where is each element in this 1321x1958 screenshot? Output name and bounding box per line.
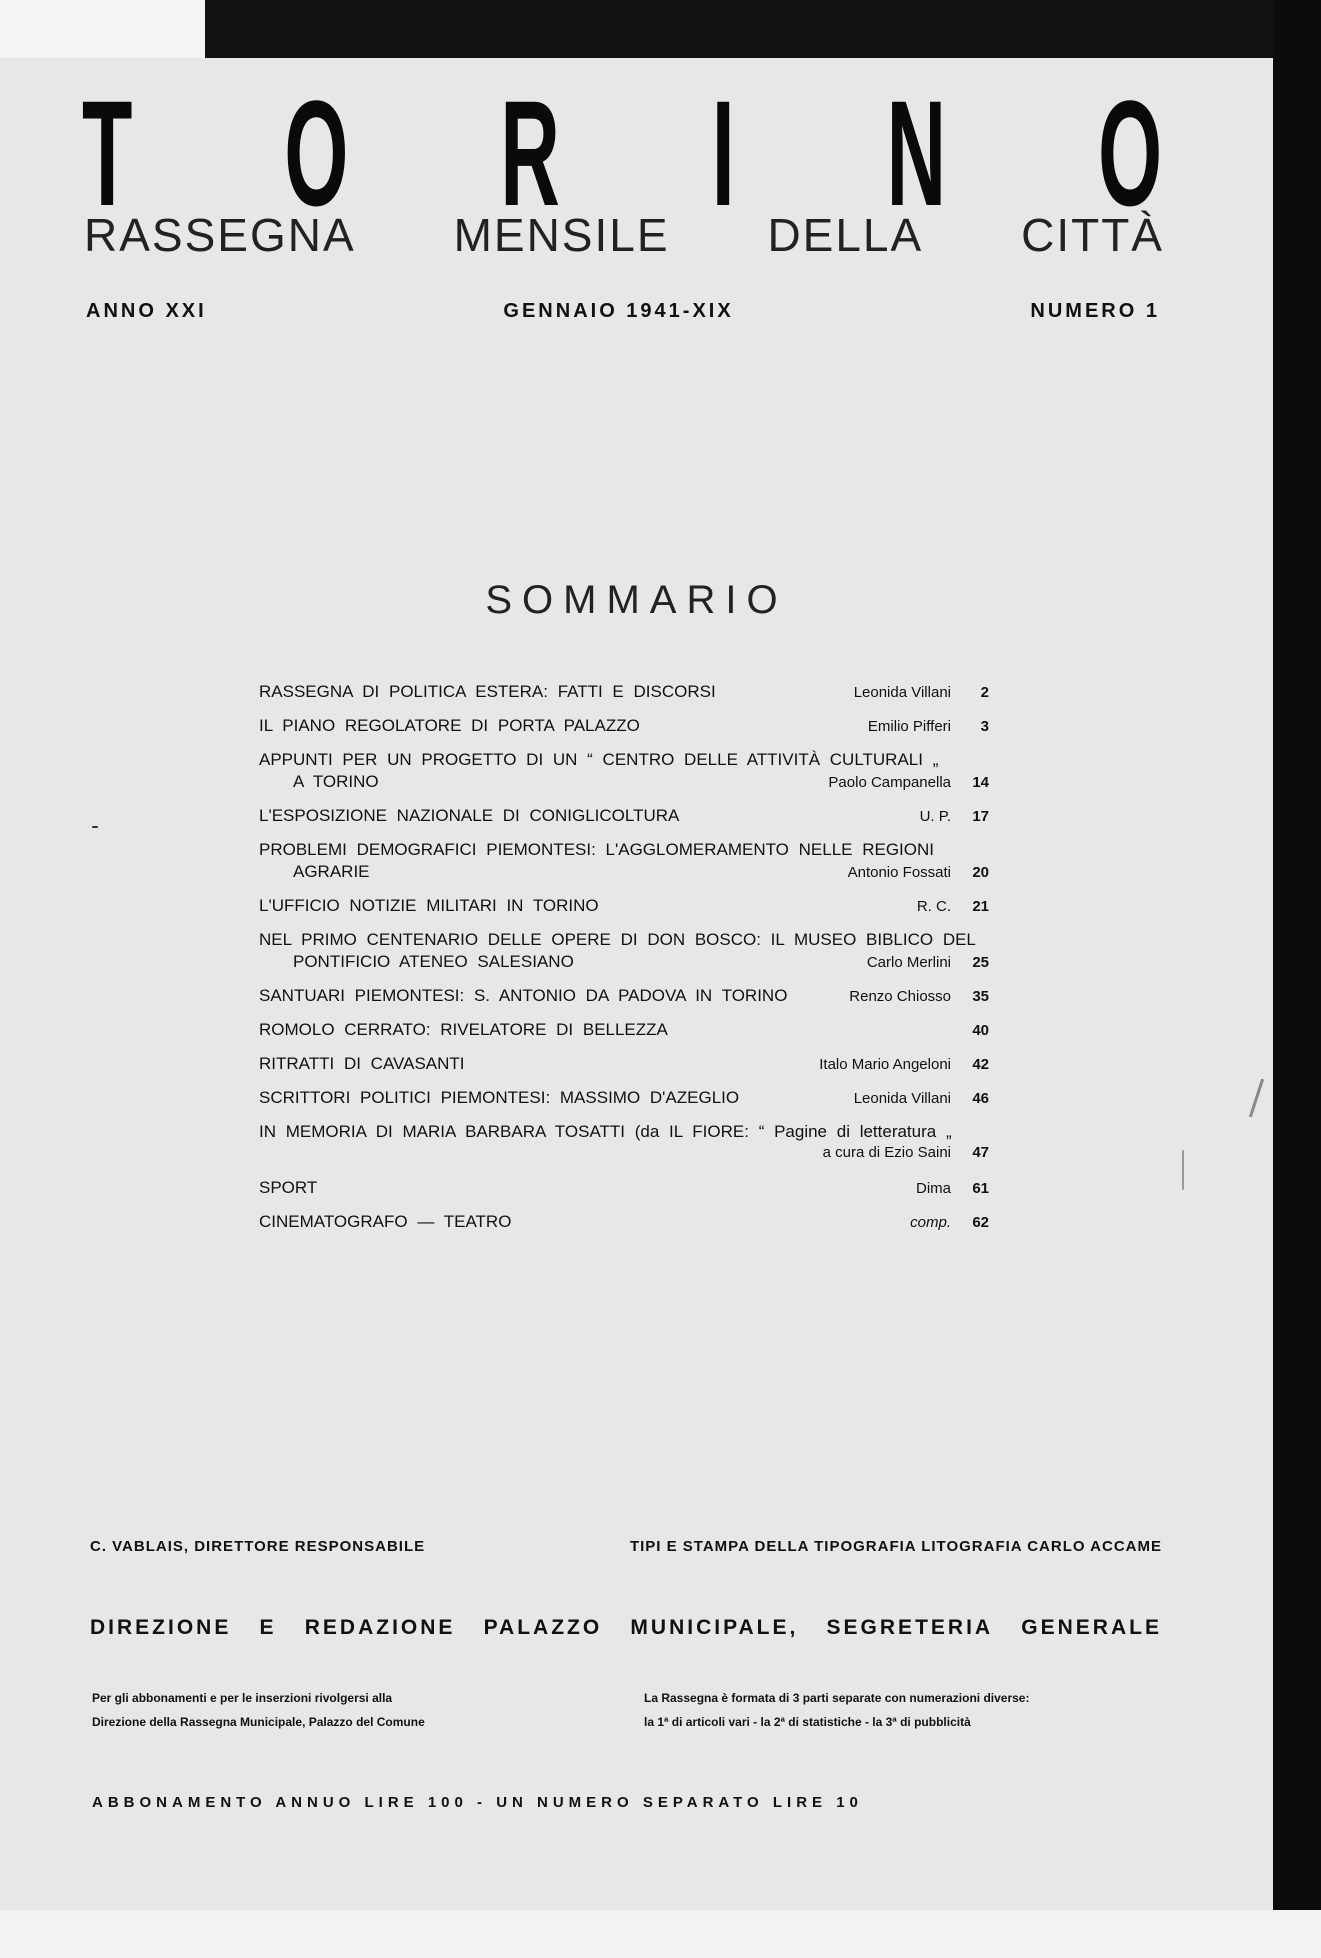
masthead-letter: R: [500, 69, 560, 237]
subtitle-word: DELLA: [767, 209, 924, 261]
toc-title: SPORT: [259, 1178, 318, 1197]
subscription-price: ABBONAMENTO ANNUO LIRE 100 - UN NUMERO SEPARATO LIRE 10: [92, 1794, 863, 1811]
toc-entry: [259, 1178, 989, 1200]
toc-page: 20: [972, 864, 989, 881]
masthead-letter: O: [1098, 69, 1163, 237]
info-line: la 1ª di articoli vari - la 2ª di statistiche - la 3ª di pubblicità: [644, 1715, 971, 1729]
toc-title: IL PIANO REGOLATORE DI PORTA PALAZZO: [259, 716, 640, 735]
toc-title: RITRATTI DI CAVASANTI: [259, 1054, 465, 1073]
scan-border-top: [205, 0, 1321, 58]
toc-title: L'UFFICIO NOTIZIE MILITARI IN TORINO: [259, 896, 599, 915]
toc-title-continued: PONTIFICIO ATENEO SALESIANO: [293, 952, 574, 971]
info-right: [644, 1686, 1164, 1734]
masthead-letter: N: [886, 69, 947, 237]
credits-printer: TIPI E STAMPA DELLA TIPOGRAFIA LITOGRAFIA CARLO ACCAME: [629, 1538, 1162, 1555]
toc-title-continued: AGRARIE: [293, 862, 370, 881]
toc-title: RASSEGNA DI POLITICA ESTERA: FATTI E DISCORSI: [259, 682, 716, 701]
masthead-letter: I: [711, 69, 735, 237]
subtitle-word: MENSILE: [453, 209, 670, 261]
credits-row: [90, 1538, 1162, 1555]
toc-author: comp.: [910, 1214, 951, 1231]
toc-page: 47: [972, 1144, 989, 1161]
toc-page: 35: [972, 988, 989, 1005]
toc-author: Leonida Villani: [853, 684, 951, 701]
sommario-heading: SOMMARIO: [485, 578, 788, 622]
toc-page: 62: [972, 1214, 989, 1231]
toc-title: SANTUARI PIEMONTESI: S. ANTONIO DA PADOVA IN TORINO: [259, 986, 788, 1005]
toc-author: U. P.: [919, 808, 951, 825]
toc-page: 3: [980, 718, 989, 735]
toc-author: Dima: [915, 1180, 951, 1197]
toc-title: SCRITTORI POLITICI PIEMONTESI: MASSIMO D'AZEGLIO: [259, 1088, 740, 1107]
toc-page: 40: [972, 1022, 989, 1039]
editorial-word: PALAZZO: [483, 1616, 603, 1639]
toc-title: APPUNTI PER UN PROGETTO DI UN “ CENTRO DELLE ATTIVITÀ CULTURALI „: [259, 750, 939, 769]
toc-entry: [259, 716, 989, 738]
toc-title: ROMOLO CERRATO: RIVELATORE DI BELLEZZA: [259, 1020, 668, 1039]
credits-director: C. VABLAIS, DIRETTORE RESPONSABILE: [90, 1538, 426, 1555]
toc-entry: [259, 682, 989, 704]
scan-border-right: [1273, 0, 1321, 1958]
toc-author: Antonio Fossati: [847, 864, 951, 881]
table-of-contents: [259, 682, 989, 1246]
toc-page: 42: [972, 1056, 989, 1073]
editorial-word: SEGRETERIA: [826, 1616, 994, 1639]
toc-entry: [259, 1212, 989, 1234]
toc-author: Emilio Pifferi: [867, 718, 951, 735]
issue-year: ANNO XXI: [86, 300, 207, 322]
toc-title: IN MEMORIA DI MARIA BARBARA TOSATTI (da IL FIORE: “ Pagine di letteratura „: [259, 1122, 952, 1141]
toc-title: L'ESPOSIZIONE NAZIONALE DI CONIGLICOLTURA: [259, 806, 680, 825]
toc-page: 46: [972, 1090, 989, 1107]
toc-title: NEL PRIMO CENTENARIO DELLE OPERE DI DON BOSCO: IL MUSEO BIBLICO DEL: [259, 930, 976, 949]
toc-page: 61: [972, 1180, 989, 1197]
toc-author: Renzo Chiosso: [849, 988, 951, 1005]
toc-author: R. C.: [916, 898, 951, 915]
toc-page: 2: [980, 684, 989, 701]
editorial-word: REDAZIONE: [304, 1616, 456, 1639]
editorial-word: MUNICIPALE,: [630, 1616, 799, 1639]
toc-entry: [259, 1122, 989, 1166]
toc-entry: [259, 896, 989, 918]
toc-title: CINEMATOGRAFO — TEATRO: [259, 1212, 512, 1231]
toc-entry: [259, 930, 989, 974]
editorial-word: E: [259, 1616, 277, 1639]
issue-meta: [86, 300, 1160, 323]
info-line: Per gli abbonamenti e per le inserzioni rivolgersi alla: [92, 1691, 393, 1705]
masthead-letter: O: [284, 69, 349, 237]
subtitle-word: RASSEGNA: [84, 209, 356, 261]
toc-page: 21: [972, 898, 989, 915]
issue-number: NUMERO 1: [1030, 300, 1160, 322]
toc-entry: [259, 806, 989, 828]
subtitle-word: CITTÀ: [1021, 209, 1164, 261]
toc-entry: [259, 1088, 989, 1110]
toc-title-continued: A TORINO: [293, 772, 379, 791]
toc-entry: [259, 1020, 989, 1042]
toc-author: Carlo Merlini: [866, 954, 951, 971]
editorial-word: GENERALE: [1021, 1616, 1162, 1639]
toc-author: Paolo Campanella: [828, 774, 951, 791]
toc-author: Italo Mario Angeloni: [819, 1056, 951, 1073]
masthead-subtitle: [84, 208, 1164, 262]
info-line: Direzione della Rassegna Municipale, Palazzo del Comune: [92, 1715, 425, 1729]
toc-author: Leonida Villani: [853, 1090, 951, 1107]
toc-page: 25: [972, 954, 989, 971]
info-line: La Rassegna è formata di 3 parti separate con numerazioni diverse:: [644, 1691, 1030, 1705]
toc-entry: [259, 750, 989, 794]
subscription-info: [92, 1686, 1164, 1734]
magazine-page: [0, 58, 1273, 1910]
info-left: [92, 1686, 552, 1734]
toc-page: 14: [972, 774, 989, 791]
toc-entry: [259, 986, 989, 1008]
toc-entry: [259, 840, 989, 884]
issue-date: GENNAIO 1941-XIX: [503, 300, 734, 322]
scan-speck: [92, 826, 98, 828]
toc-entry: [259, 1054, 989, 1076]
scan-speck: [1249, 1079, 1264, 1118]
toc-page: 17: [972, 808, 989, 825]
scan-border-bottom: [0, 1910, 1321, 1958]
scan-speck: [1182, 1150, 1184, 1190]
masthead-letter: T: [82, 69, 133, 237]
toc-title: PROBLEMI DEMOGRAFICI PIEMONTESI: L'AGGLOMERAMENTO NELLE REGIONI: [259, 840, 934, 859]
toc-author: a cura di Ezio Saini: [822, 1144, 951, 1161]
editorial-office: [90, 1616, 1162, 1640]
scan-border-top-left: [0, 0, 205, 58]
editorial-word: DIREZIONE: [90, 1616, 232, 1639]
